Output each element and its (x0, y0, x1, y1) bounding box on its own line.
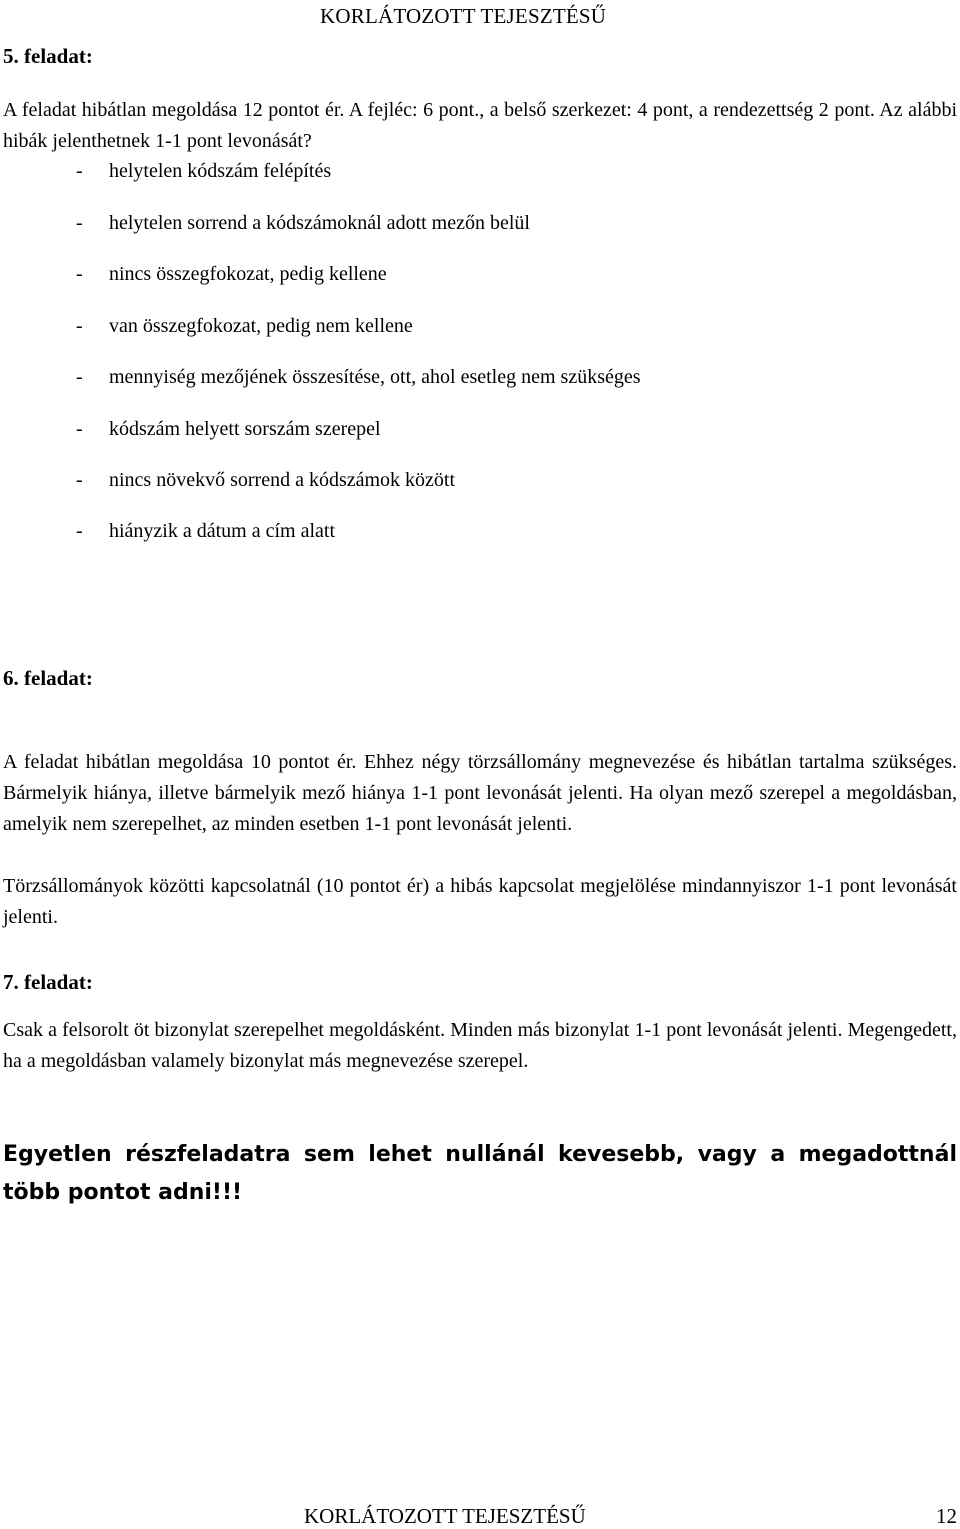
task6-heading: 6. feladat: (3, 666, 93, 690)
list-item-text: van összegfokozat, pedig nem kellene (109, 315, 413, 337)
header-mark: KORLÁTOZOTT TEJESZTÉSŰ (320, 4, 607, 28)
footer-mark: KORLÁTOZOTT TEJESZTÉSŰ (304, 1504, 586, 1528)
task6-paragraph-1: A feladat hibátlan megoldása 10 pontot ér. Ehhez négy törzsállomány megnevezése és hibátlan tartalma szükséges. Bármelyik hiánya, illetve bármelyik mező hiánya 1-1 pont levonását jelenti. Ha olyan mező szerepel a megoldásban, amelyik nem szerepelhet, az minden esetben 1-1 pont levonását jelenti. (3, 751, 957, 835)
list-item-text: helytelen sorrend a kódszámoknál adott mezőn belül (109, 212, 530, 234)
list-item-text: nincs növekvő sorrend a kódszámok között (109, 469, 456, 491)
warning-note: Egyetlen részfeladatra sem lehet nullánál kevesebb, vagy a megadottnál több pontot adni!!! (3, 1142, 957, 1205)
list-item-text: mennyiség mezőjének összesítése, ott, ahol esetleg nem szükséges (109, 366, 641, 388)
list-item: - nincs növekvő sorrend a kódszámok között (76, 469, 456, 491)
task7-paragraph: Csak a felsorolt öt bizonylat szerepelhet megoldásként. Minden más bizonylat 1-1 pont levonását jelenti. Megengedett, ha a megoldásban valamely bizonylat más megnevezése szerepel. (3, 1019, 957, 1072)
list-item: - hiányzik a dátum a cím alatt (76, 520, 336, 542)
list-item-text: kódszám helyett sorszám szerepel (109, 418, 381, 440)
task6-paragraph-2: Törzsállományok közötti kapcsolatnál (10 pontot ér) a hibás kapcsolat megjelölése mindannyiszor 1-1 pont levonását jelenti. (3, 875, 957, 928)
list-item: - helytelen kódszám felépítés (76, 160, 332, 182)
list-item-text: helytelen kódszám felépítés (109, 160, 332, 182)
list-item: - helytelen sorrend a kódszámoknál adott mezőn belül (76, 212, 530, 234)
list-item: - kódszám helyett sorszám szerepel (76, 418, 381, 440)
list-item: - van összegfokozat, pedig nem kellene (76, 315, 413, 337)
list-item: - mennyiség mezőjének összesítése, ott, ahol esetleg nem szükséges (76, 366, 641, 388)
task5-intro: A feladat hibátlan megoldása 12 pontot ér. A fejléc: 6 pont., a belső szerkezet: 4 pont, a rendezettség 2 pont. Az alábbi hibák jelenthetnek 1-1 pont levonását? (3, 99, 957, 152)
page-number: 12 (936, 1504, 957, 1528)
list-item-text: nincs összegfokozat, pedig kellene (109, 263, 387, 285)
list-item-text: hiányzik a dátum a cím alatt (109, 520, 336, 542)
task7-heading: 7. feladat: (3, 970, 93, 994)
list-item: - nincs összegfokozat, pedig kellene (76, 263, 387, 285)
task5-heading: 5. feladat: (3, 44, 93, 68)
